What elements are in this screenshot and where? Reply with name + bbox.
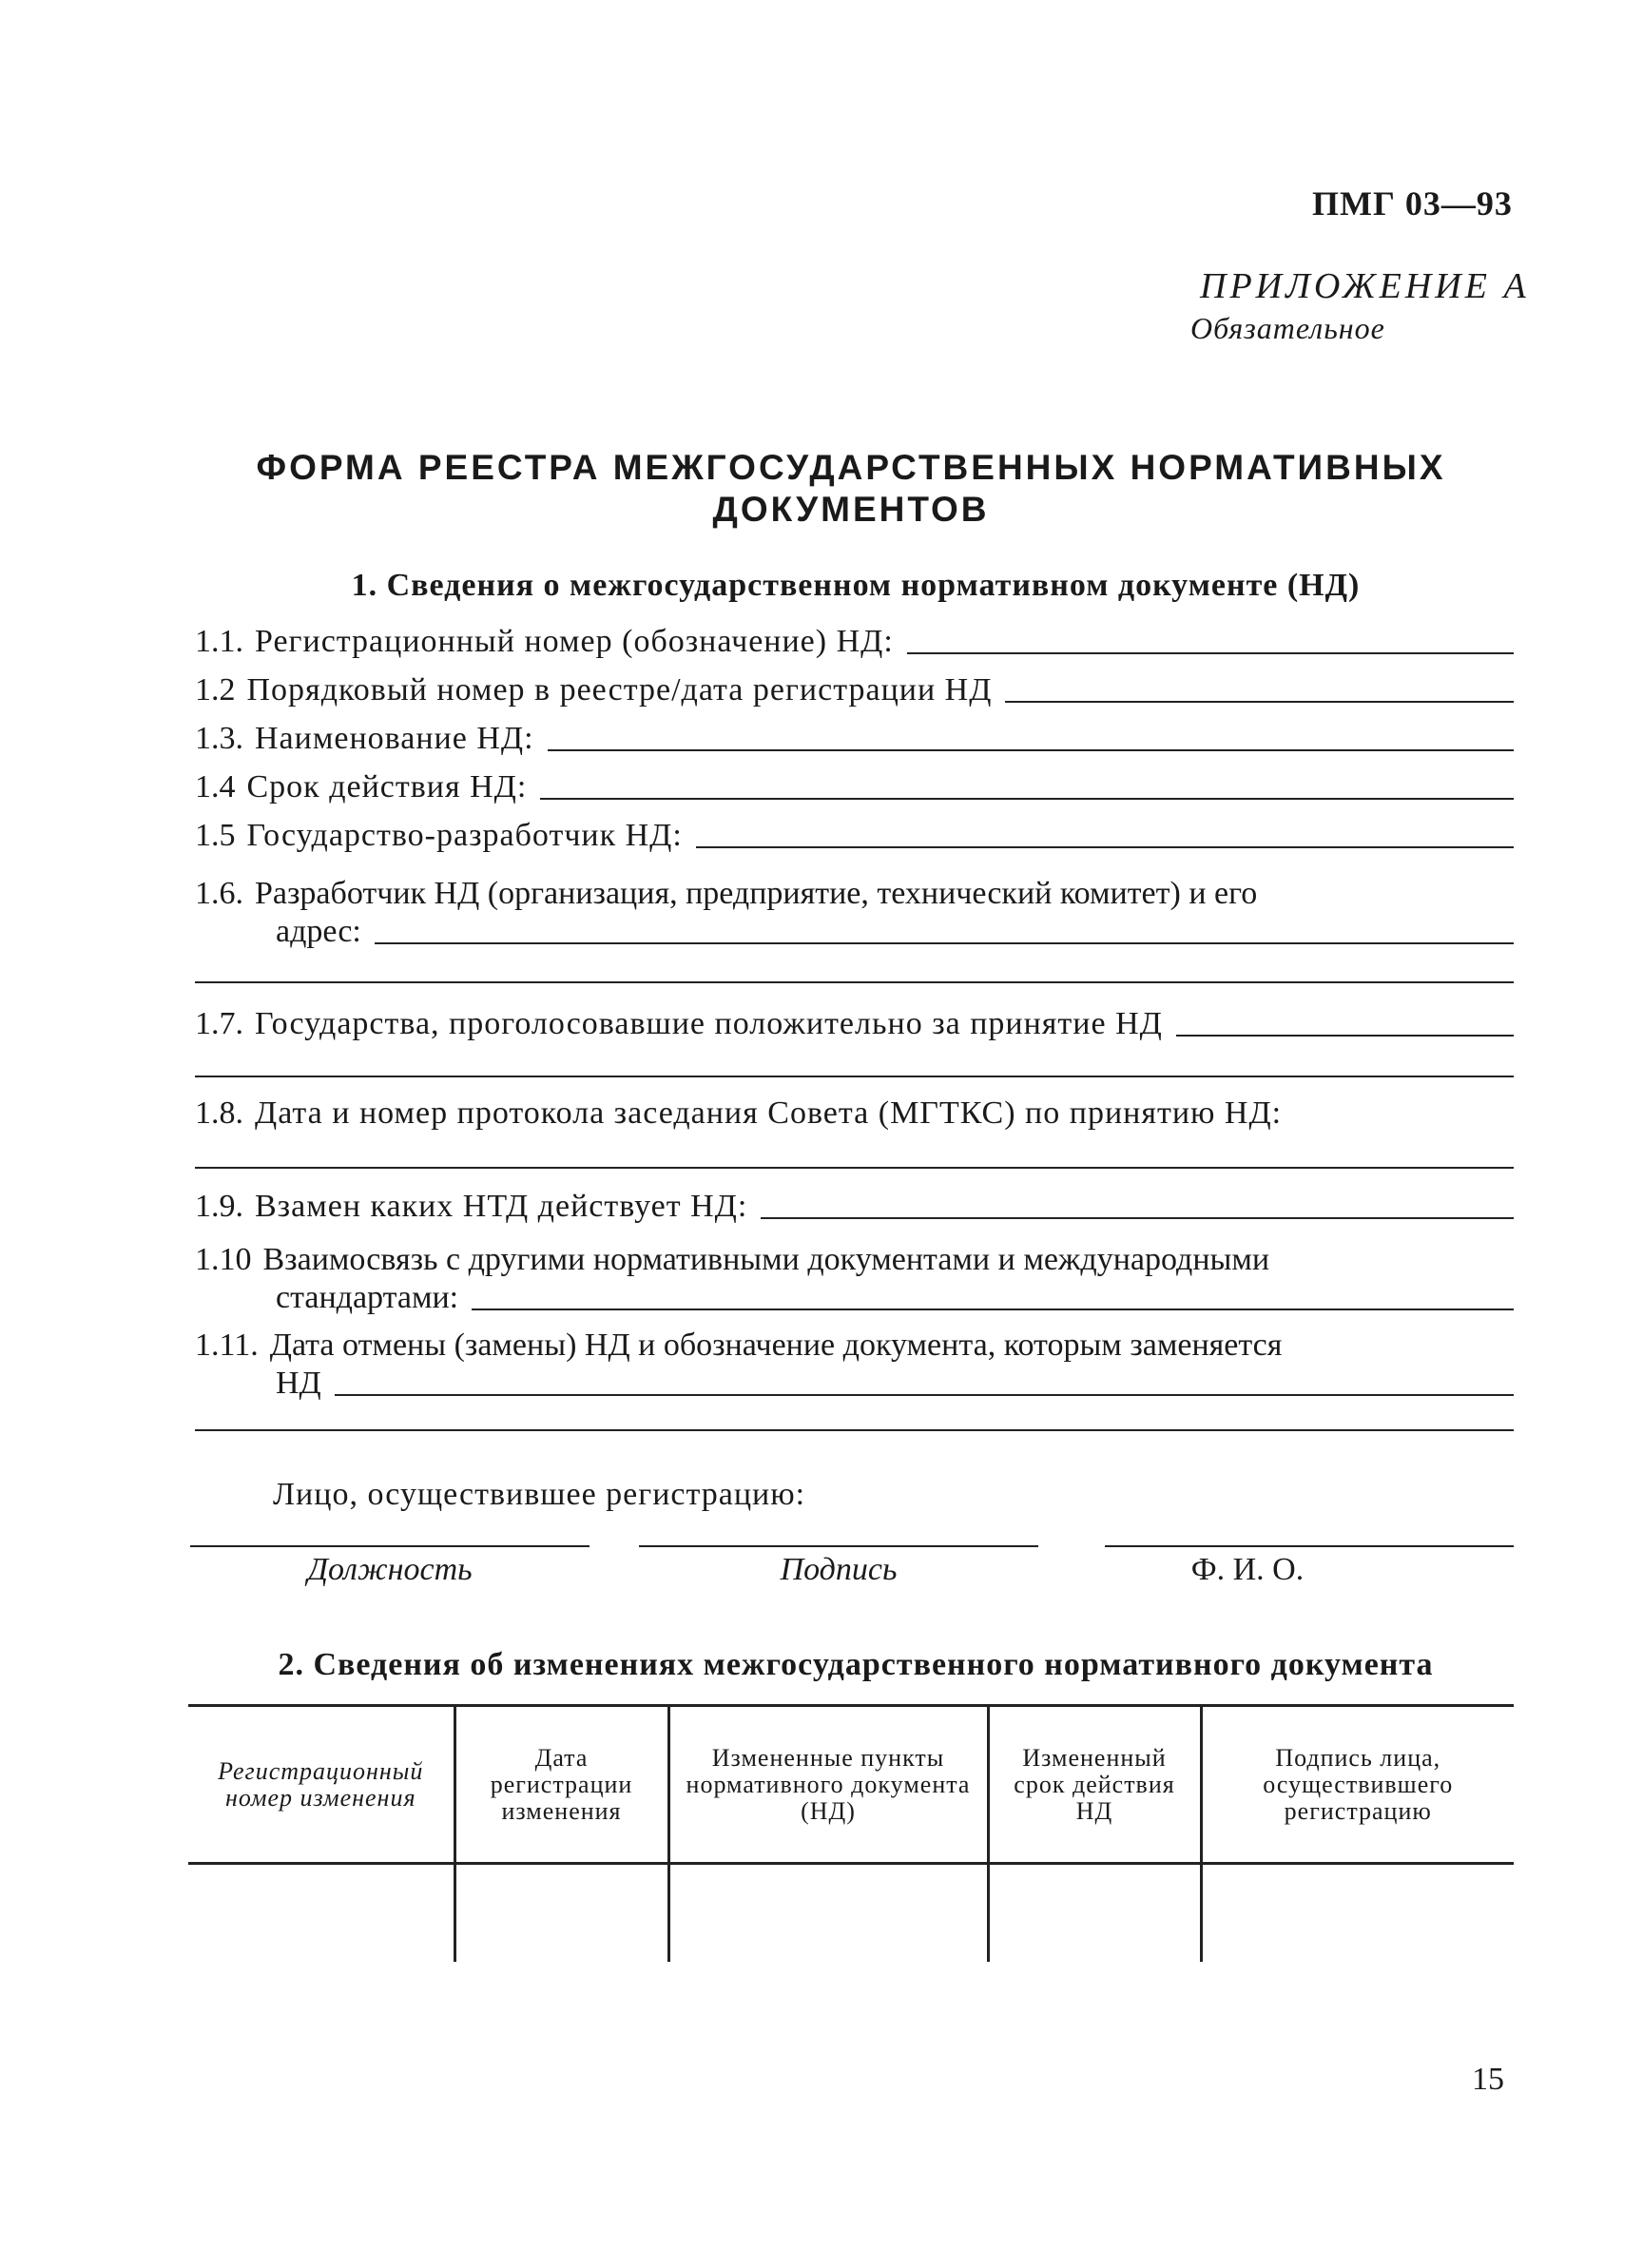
field-1-4 [195,768,1514,806]
field-label-continued: НД [276,1366,321,1401]
table-cell[interactable] [668,1864,988,1963]
field-number: 1.10 [195,1242,252,1277]
field-number: 1.3. [195,721,243,756]
field-label: Порядковый номер в реестре/дата регистрации НД [246,672,993,708]
table-cell[interactable] [454,1864,668,1963]
field-1-8 [195,1095,1514,1133]
field-number: 1.5 [195,818,236,853]
column-header: Измененный срок действия НД [988,1706,1201,1864]
field-label: Наименование НД: [255,721,534,756]
field-label: Взамен каких НТД действует НД: [255,1189,748,1224]
fill-in-line[interactable] [540,798,1514,800]
table-cell[interactable] [988,1864,1201,1963]
field-number: 1.7. [195,1006,243,1041]
field-label: Дата отмены (замены) НД и обозначение документа, которым заменяется [269,1328,1283,1363]
field-1-10 [195,1241,1514,1317]
appendix-status: Обязательное [1190,311,1385,345]
fill-in-line[interactable] [335,1394,1514,1396]
section-1-title: 1. Сведения о межгосударственном нормативном документе (НД) [351,568,1361,603]
field-number: 1.11. [195,1328,259,1363]
column-header: Измененные пункты нормативного документа (НД) [668,1706,988,1864]
field-1-11 [195,1327,1514,1403]
field-1-1 [195,623,1514,661]
signature-line[interactable] [639,1545,1038,1547]
field-label: Государства, проголосовавшие положительно за принятие НД [255,1006,1163,1041]
fill-in-line[interactable] [548,749,1514,751]
column-header: Регистрационный номер изменения [188,1706,454,1864]
fill-in-line[interactable] [696,846,1514,848]
fill-in-line[interactable] [195,1167,1514,1169]
field-label: Взаимосвязь с другими нормативными документами и международными [262,1242,1270,1277]
page-number: 15 [1472,2062,1504,2097]
field-1-5 [195,817,1514,855]
field-1-2 [195,671,1514,709]
fill-in-line[interactable] [1005,701,1514,703]
fill-in-line[interactable] [1176,1035,1514,1037]
fill-in-line[interactable] [761,1217,1514,1219]
full-name-caption: Ф. И. О. [1190,1552,1305,1587]
field-label-continued: стандартами: [276,1280,459,1315]
changes-table [188,1704,1514,1962]
document-code: ПМГ 03—93 [1312,184,1513,223]
field-label-continued: адрес: [276,914,361,949]
full-name-line[interactable] [1105,1545,1514,1547]
fill-in-line-extra[interactable] [195,981,1514,983]
page-title-line-2: ДОКУМЕНТОВ [712,490,990,529]
section-2-title: 2. Сведения об изменениях межгосударственного нормативного документа [278,1647,1434,1682]
field-1-6 [195,875,1514,951]
field-number: 1.2 [195,672,236,708]
field-number: 1.1. [195,624,243,659]
field-number: 1.4 [195,769,236,804]
field-label: Государство-разработчик НД: [246,818,683,853]
field-1-9 [195,1188,1514,1226]
signature-caption: Подпись [780,1552,898,1587]
field-label: Разработчик НД (организация, предприятие, технический комитет) и его [255,876,1258,911]
field-label: Дата и номер протокола заседания Совета (МГТКС) по принятию НД: [255,1095,1283,1131]
page-title [152,447,1550,531]
column-header: Дата регистрации изменения [454,1706,668,1864]
position-line[interactable] [190,1545,590,1547]
field-1-7 [195,1005,1514,1043]
table-cell[interactable] [188,1864,454,1963]
position-caption: Должность [307,1552,473,1587]
field-number: 1.9. [195,1189,243,1224]
appendix-label: ПРИЛОЖЕНИЕ А [1200,266,1530,306]
table-header-row [188,1706,1514,1864]
fill-in-line[interactable] [375,942,1514,944]
registrar-label: Лицо, осуществившее регистрацию: [273,1477,806,1512]
fill-in-line-extra[interactable] [195,1076,1514,1077]
field-1-3 [195,720,1514,758]
field-number: 1.8. [195,1095,243,1131]
column-header: Подпись лица, осуществившего регистрацию [1201,1706,1514,1864]
field-label: Срок действия НД: [246,769,528,804]
fill-in-line[interactable] [472,1308,1514,1310]
fill-in-line[interactable] [907,652,1514,654]
field-number: 1.6. [195,876,243,911]
page-title-line-1: ФОРМА РЕЕСТРА МЕЖГОСУДАРСТВЕННЫХ НОРМАТИВНЫХ [256,448,1446,487]
fill-in-line-extra[interactable] [195,1429,1514,1431]
table-row [188,1864,1514,1963]
field-label: Регистрационный номер (обозначение) НД: [255,624,894,659]
table-cell[interactable] [1201,1864,1514,1963]
